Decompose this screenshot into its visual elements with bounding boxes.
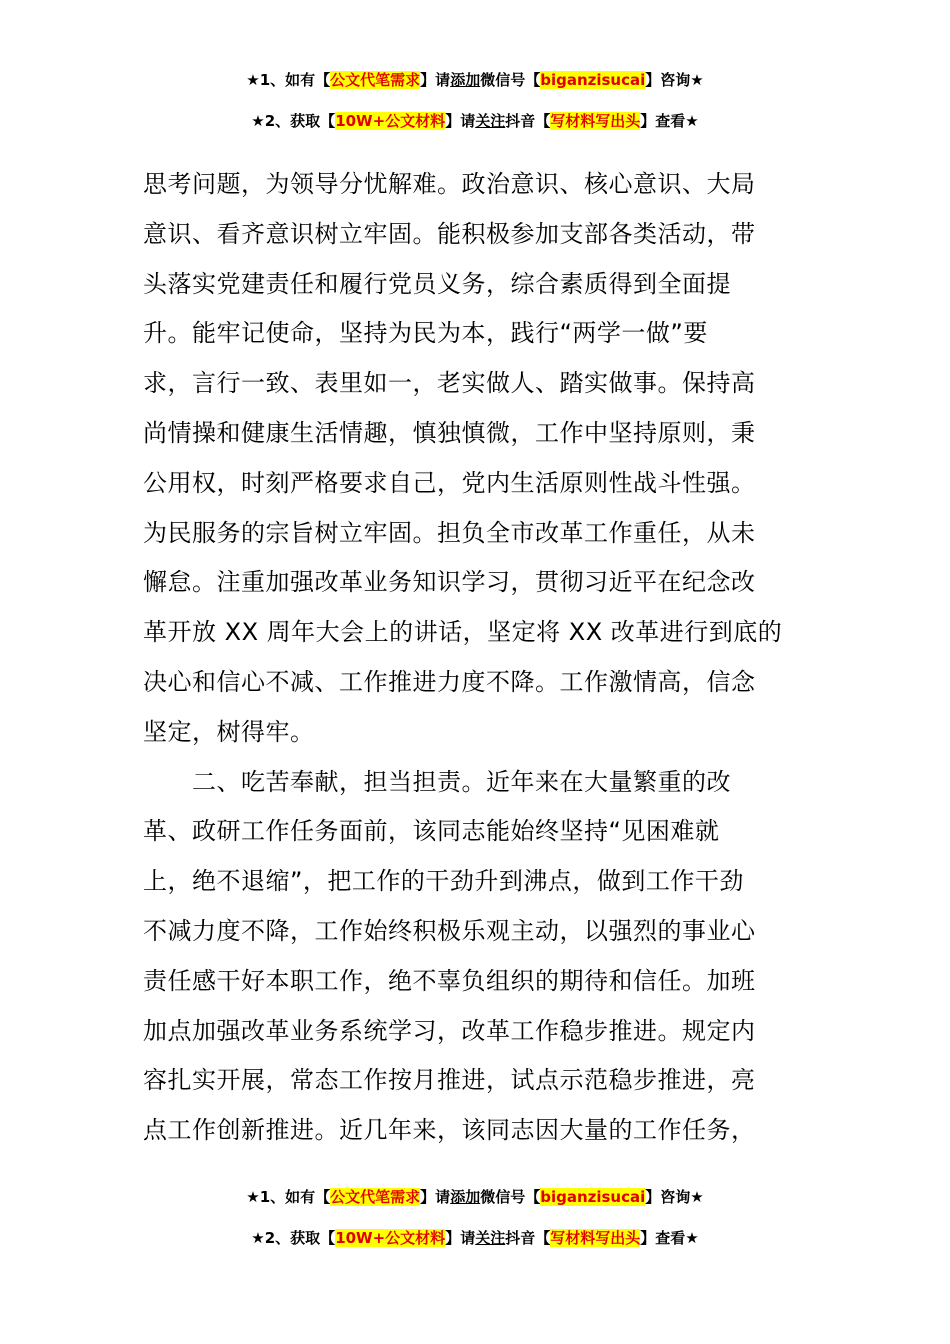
banner-text: 】请 (420, 71, 451, 89)
document-body (143, 160, 809, 1156)
banner-suffix: 】咨询★ (645, 1188, 704, 1206)
banner-text: 微信号【 (480, 1188, 541, 1206)
banner-prefix: ★2、获取【 (251, 1229, 336, 1247)
body-line: 革、政研工作任务面前，该同志能始终坚持“见困难就 (143, 817, 720, 846)
banner-suffix: 】查看★ (640, 1229, 699, 1247)
banner-suffix: 】咨询★ (645, 71, 704, 89)
banner-highlight: 写材料写出头 (550, 1229, 641, 1247)
banner-underline-text: 添加 (450, 1188, 481, 1206)
banner-text: 】请 (420, 1188, 451, 1206)
banner-highlight: biganzisucai (540, 71, 646, 89)
body-line: 加点加强改革业务系统学习，改革工作稳步推进。规定内 (143, 1016, 756, 1045)
body-line: 懈怠。注重加强改革业务知识学习，贯彻习近平在纪念改 (143, 568, 756, 597)
body-line: 意识、看齐意识树立牢固。能积极参加支部各类活动，带 (143, 219, 756, 248)
banner-prefix: ★2、获取【 (251, 112, 336, 130)
body-line: 革开放 XX 周年大会上的讲话，坚定将 XX 改革进行到底的 (143, 618, 783, 647)
footer-banner-line-1 (0, 1185, 950, 1209)
body-line: 尚情操和健康生活情趣，慎独慎微，工作中坚持原则，秉 (143, 418, 756, 447)
header-banner-line-2 (0, 109, 950, 133)
body-line: 不减力度不降，工作始终积极乐观主动，以强烈的事业心 (143, 916, 756, 945)
banner-prefix: ★1、如有【 (246, 1188, 331, 1206)
banner-text: 】请 (445, 112, 476, 130)
paragraph-start-line: 二、吃苦奉献，担当担责。近年来在大量繁重的改 (143, 767, 731, 796)
banner-text: 抖音【 (505, 1229, 551, 1247)
banner-text: 抖音【 (505, 112, 551, 130)
body-line: 上，绝不退缩”，把工作的干劲升到沸点，做到工作干劲 (143, 867, 744, 896)
banner-text: 微信号【 (480, 71, 541, 89)
body-line: 升。能牢记使命，坚持为民为本，践行“两学一做”要 (143, 319, 708, 348)
banner-highlight: 10W+公文材料 (335, 1229, 446, 1247)
header-banner-line-1 (0, 68, 950, 92)
banner-highlight: biganzisucai (540, 1188, 646, 1206)
footer-banner-line-2 (0, 1226, 950, 1250)
banner-highlight: 10W+公文材料 (335, 112, 446, 130)
body-line: 头落实党建责任和履行党员义务，综合素质得到全面提 (143, 269, 731, 298)
body-line: 求，言行一致、表里如一，老实做人、踏实做事。保持高 (143, 369, 756, 398)
banner-highlight: 写材料写出头 (550, 112, 641, 130)
body-line: 为民服务的宗旨树立牢固。担负全市改革工作重任，从未 (143, 518, 756, 547)
body-line: 容扎实开展，常态工作按月推进，试点示范稳步推进，亮 (143, 1066, 756, 1095)
banner-suffix: 】查看★ (640, 112, 699, 130)
body-line: 坚定，树得牢。 (143, 717, 315, 746)
body-line: 决心和信心不减、工作推进力度不降。工作激情高，信念 (143, 667, 756, 696)
banner-underline-text: 关注 (475, 1229, 506, 1247)
body-line: 责任感干好本职工作，绝不辜负组织的期待和信任。加班 (143, 966, 756, 995)
banner-text: 】请 (445, 1229, 476, 1247)
banner-highlight: 公文代笔需求 (330, 71, 421, 89)
body-line: 点工作创新推进。近几年来，该同志因大量的工作任务， (143, 1116, 756, 1145)
body-line: 公用权，时刻严格要求自己，党内生活原则性战斗性强。 (143, 468, 756, 497)
body-line: 思考问题，为领导分忧解难。政治意识、核心意识、大局 (143, 170, 756, 198)
banner-underline-text: 添加 (450, 71, 481, 89)
banner-prefix: ★1、如有【 (246, 71, 331, 89)
banner-underline-text: 关注 (475, 112, 506, 130)
banner-highlight: 公文代笔需求 (330, 1188, 421, 1206)
